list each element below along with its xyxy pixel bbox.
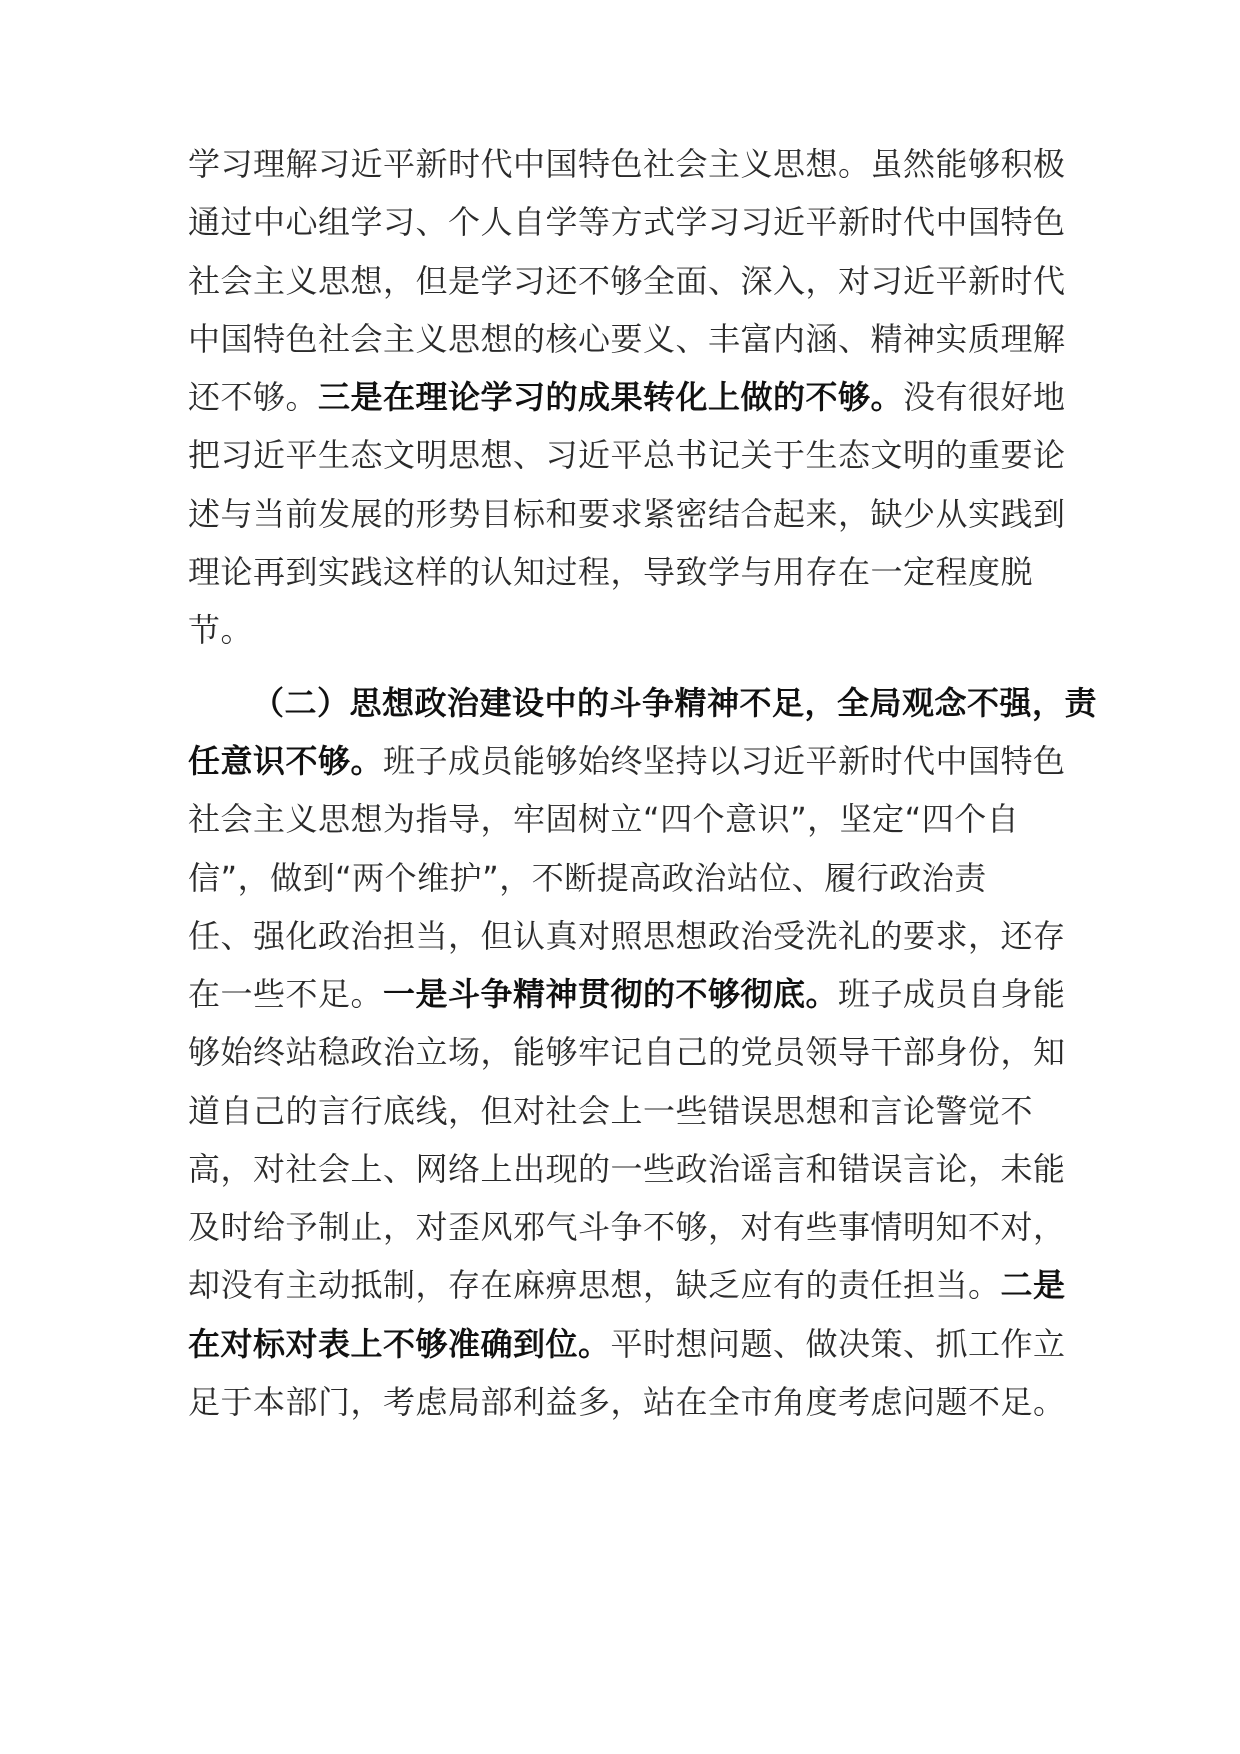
text-line: 在对标对表上不够准确到位。平时想问题、做决策、抓工作立 — [188, 1325, 1066, 1363]
text-line: 中国特色社会主义思想的核心要义、丰富内涵、精神实质理解 — [188, 320, 1066, 358]
text-line: 社会主义思想，但是学习还不够全面、深入，对习近平新时代 — [188, 262, 1066, 300]
text-line: 足于本部门，考虑局部利益多，站在全市角度考虑问题不足。 — [188, 1383, 1066, 1421]
text-line: 任意识不够。班子成员能够始终坚持以习近平新时代中国特色 — [188, 742, 1066, 780]
text-line: 高，对社会上、网络上出现的一些政治谣言和错误言论，未能 — [188, 1150, 1066, 1188]
text-line: 却没有主动抵制，存在麻痹思想，缺乏应有的责任担当。二是 — [188, 1266, 1066, 1304]
text-line: 在一些不足。一是斗争精神贯彻的不够彻底。班子成员自身能 — [188, 975, 1066, 1013]
text-line: 述与当前发展的形势目标和要求紧密结合起来，缺少从实践到 — [188, 495, 1066, 533]
text-line: 社会主义思想为指导，牢固树立“四个意识”，坚定“四个自 — [188, 800, 1020, 838]
text-line: 道自己的言行底线，但对社会上一些错误思想和言论警觉不 — [188, 1092, 1034, 1130]
text-line: 通过中心组学习、个人自学等方式学习习近平新时代中国特色 — [188, 203, 1066, 241]
text-line: 理论再到实践这样的认知过程，导致学与用存在一定程度脱 — [188, 553, 1034, 591]
text-line: 节。 — [188, 611, 254, 649]
section-heading: 任意识不够。 — [188, 742, 384, 780]
emphasis-heading: 二是 — [1000, 1266, 1066, 1304]
text-line: 信”，做到“两个维护”，不断提高政治站位、履行政治责 — [188, 859, 987, 897]
section-heading: （二）思想政治建设中的斗争精神不足，全局观念不强，责 — [252, 684, 1098, 722]
text-line: 学习理解习近平新时代中国特色社会主义思想。虽然能够积极 — [188, 145, 1066, 183]
text-line: 任、强化政治担当，但认真对照思想政治受洗礼的要求，还存 — [188, 917, 1066, 955]
text-line: 把习近平生态文明思想、习近平总书记关于生态文明的重要论 — [188, 436, 1066, 474]
text-line: 还不够。三是在理论学习的成果转化上做的不够。没有很好地 — [188, 378, 1066, 416]
text-line: 及时给予制止，对歪风邪气斗争不够，对有些事情明知不对， — [188, 1208, 1066, 1246]
text-line: 够始终站稳政治立场，能够牢记自己的党员领导干部身份，知 — [188, 1033, 1066, 1071]
emphasis-heading: 在对标对表上不够准确到位。 — [188, 1325, 611, 1363]
section-heading-line — [252, 671, 1152, 735]
emphasis-heading: 一是斗争精神贯彻的不够彻底。 — [383, 975, 839, 1013]
emphasis-heading: 三是在理论学习的成果转化上做的不够。 — [318, 378, 904, 416]
